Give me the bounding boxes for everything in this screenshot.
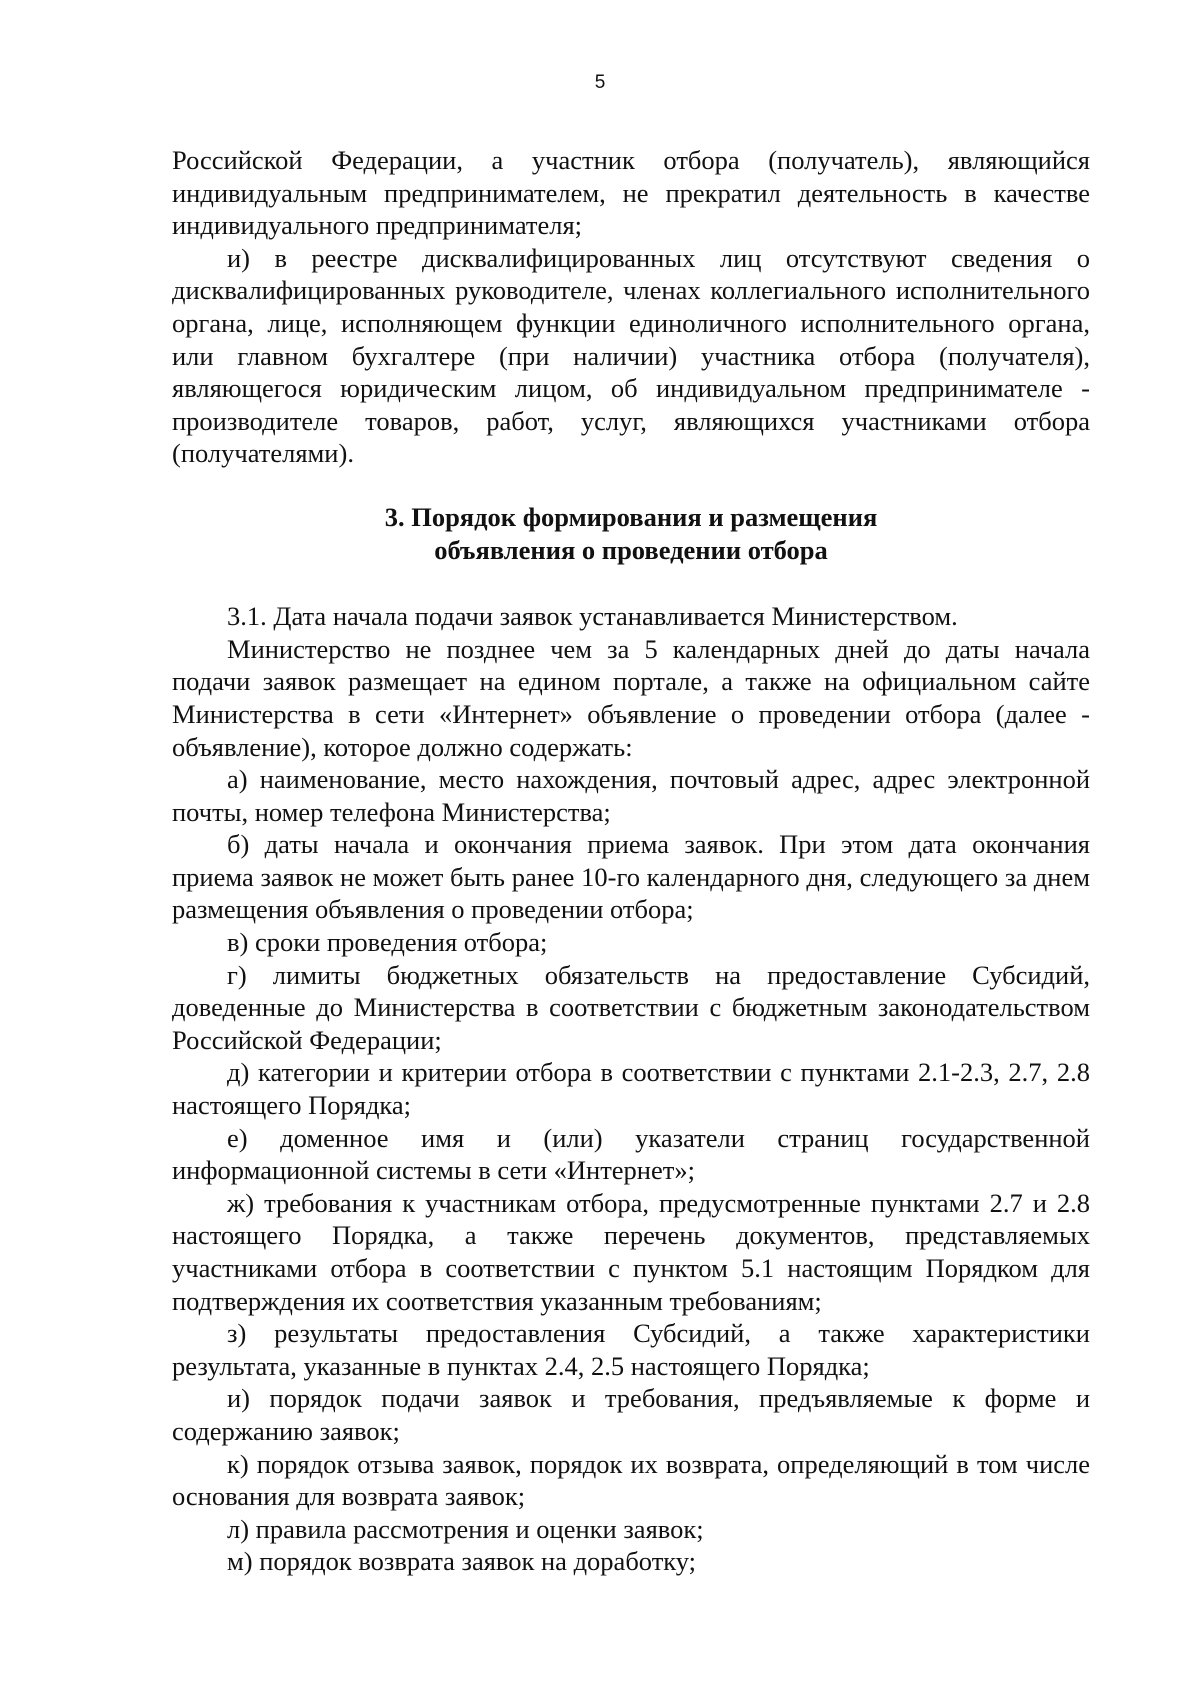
document-body: [172, 144, 1090, 1578]
paragraph-item-i: и) в реестре дисквалифицированных лиц отсутствуют сведения о дисквалифицированных руководителе, членах коллегиального исполнительного органа, лице, исполняющем функции единоличного исполнительного органа, или главном бухгалтере (при наличии) участника отбора (получателя), являющегося юридическим лицом, об индивидуальном предпринимателе - производителе товаров, работ, услуг, являющихся участниками отбора (получателями).: [172, 242, 1090, 469]
list-item-b: б) даты начала и окончания приема заявок. При этом дата окончания приема заявок не может быть ранее 10-го календарного дня, следующего за днем размещения объявления о проведении отбора;: [172, 829, 1090, 925]
paragraph-announcement: Министерство не позднее чем за 5 календарных дней до даты начала подачи заявок размещает на едином портале, а также на официальном сайте Министерства в сети «Интернет» объявление о проведении отбора (далее - объявление), которое должно содержать:: [172, 633, 1090, 762]
list-item-l: л) правила рассмотрения и оценки заявок;: [227, 1513, 704, 1544]
list-item-a: а) наименование, место нахождения, почтовый адрес, адрес электронной почты, номер телефона Министерства;: [172, 764, 1090, 827]
list-item-i: и) порядок подачи заявок и требования, предъявляемые к форме и содержанию заявок;: [172, 1383, 1090, 1446]
section-heading-line-2: объявления о проведении отбора: [434, 534, 828, 565]
list-item-e: е) доменное имя и (или) указатели страниц государственной информационной системы в сети «Интернет»;: [172, 1122, 1090, 1186]
list-item-z: з) результаты предоставления Субсидий, а также характеристики результата, указанные в пунктах 2.4, 2.5 настоящего Порядка;: [172, 1318, 1090, 1381]
list-item-v: в) сроки проведения отбора;: [227, 927, 548, 958]
section-heading-line-1: 3. Порядок формирования и размещения: [384, 501, 878, 532]
list-item-g: г) лимиты бюджетных обязательств на предоставление Субсидий, доведенные до Министерства в соответствии с бюджетным законодательством Российской Федерации;: [172, 959, 1090, 1055]
list-item-k: к) порядок отзыва заявок, порядок их возврата, определяющий в том числе основания для возврата заявок;: [172, 1448, 1090, 1512]
list-item-m: м) порядок возврата заявок на доработку;: [227, 1546, 697, 1577]
paragraph-3-1: 3.1. Дата начала подачи заявок устанавливается Министерством.: [227, 601, 958, 632]
paragraph-continuation: Российской Федерации, а участник отбора (получатель), являющийся индивидуальным предпринимателем, не прекратил деятельность в качестве индивидуального предпринимателя;: [172, 145, 1090, 241]
page-number: 5: [594, 72, 606, 93]
list-item-d: д) категории и критерии отбора в соответствии с пунктами 2.1-2.3, 2.7, 2.8 настоящего Порядка;: [172, 1057, 1090, 1121]
list-item-zh: ж) требования к участникам отбора, предусмотренные пунктами 2.7 и 2.8 настоящего Порядка, а также перечень документов, представляемых участниками отбора в соответствии с пунктом 5.1 настоящим Порядком для подтверждения их соответствия указанным требованиям;: [172, 1187, 1090, 1316]
section-heading: [172, 501, 1090, 566]
